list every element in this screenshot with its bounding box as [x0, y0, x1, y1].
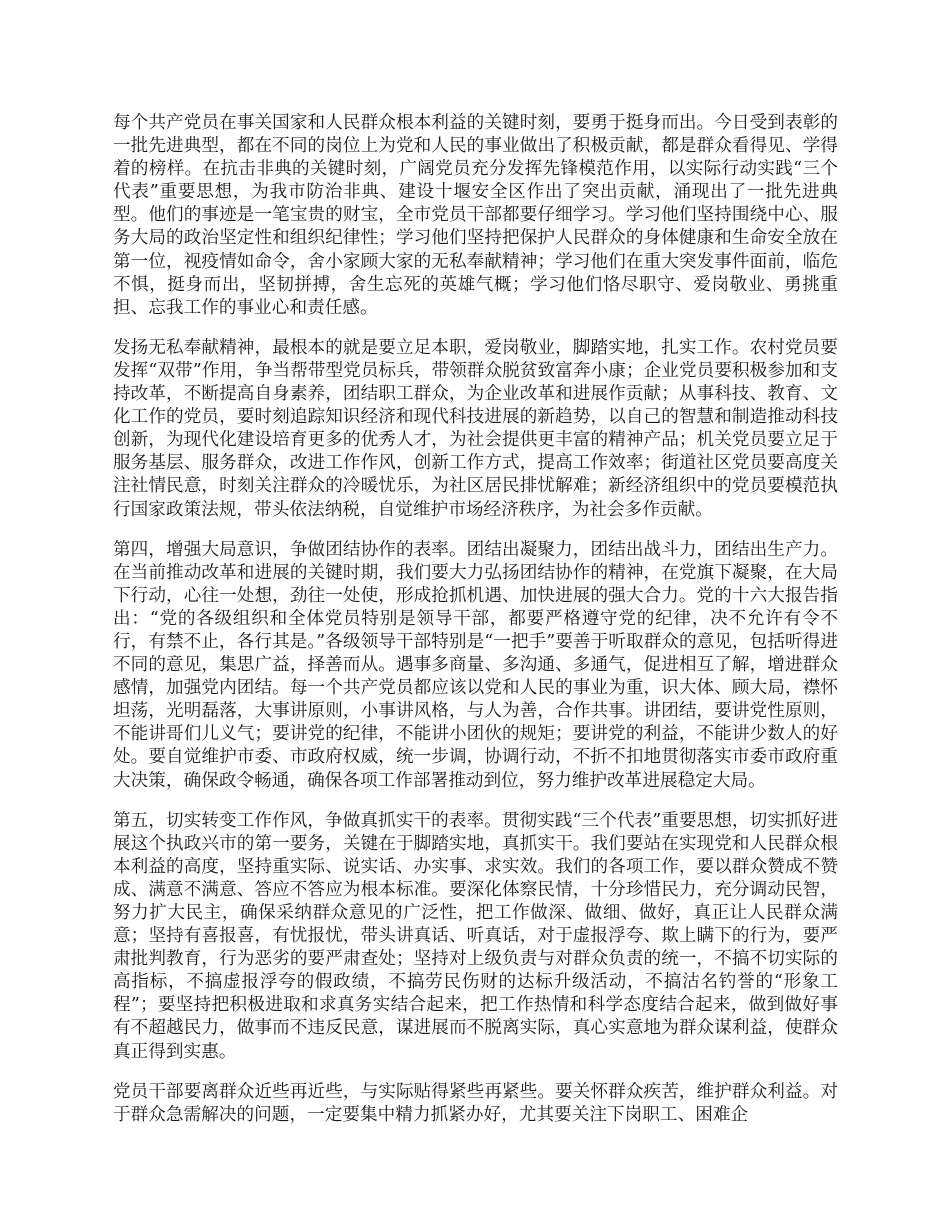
- paragraph-fourth-unity: 第四，增强大局意识，争做团结协作的表率。团结出凝聚力，团结出战斗力，团结出生产力。在当前推动改革和进展的关键时期，我们要大力弘扬团结协作的精神，在党旗下凝聚，在大局下行动，心往一处想，劲往一处使，形成抢抓机遇、加快进展的强大合力。党的十六大报告指出：“党的各级组织和全体党员特别是领导干部，都要严格遵守党的纪律，决不允许有令不行，有禁不止，各行其是。”各级领导干部特别是“一把手”要善于听取群众的意见，包括听得进不同的意见，集思广益，择善而从。遇事多商量、多沟通、多通气，促进相互了解，增进群众感情，加强党内团结。每一个共产党员都应该以党和人民的事业为重，识大体、顾大局，襟怀坦荡，光明磊落，大事讲原则，小事讲风格，与人为善，合作共事。讲团结，要讲党性原则，不能讲哥们儿义气；要讲党的纪律，不能讲小团伙的规矩；要讲党的利益，不能讲少数人的好处。要自觉维护市委、市政府权威，统一步调，协调行动，不折不扣地贯彻落实市委市政府重大决策，确保政令畅通，确保各项工作部署推动到位，努力维护改革进展稳定大局。: [113, 539, 838, 791]
- document-body: [113, 112, 838, 1144]
- paragraph-fifth-work-style: 第五，切实转变工作作风，争做真抓实干的表率。贯彻实践“三个代表”重要思想，切实抓好进展这个执政兴市的第一要务，关键在于脚踏实地，真抓实干。我们要站在实现党和人民群众根本利益的高度，坚持重实际、说实话、办实事、求实效。我们的各项工作，要以群众赞成不赞成、满意不满意、答应不答应为根本标准。要深化体察民情，十分珍惜民力，充分调动民智，努力扩大民主，确保采纳群众意见的广泛性，把工作做深、做细、做好，真正让人民群众满意；坚持有喜报喜，有忧报忧，带头讲真话、听真话，对于虚报浮夸、欺上瞒下的行为，要严肃批判教育，行为恶劣的要严肃查处；坚持对上级负责与对群众负责的统一，不搞不切实际的高指标，不搞虚报浮夸的假政绩，不搞劳民伤财的达标升级活动，不搞沽名钓誉的“形象工程”；要坚持把积极进取和求真务实结合起来，把工作热情和科学态度结合起来，做到做好事有不超越民力，做事而不违反民意，谋进展而不脱离实际，真心实意地为群众谋利益，使群众真正得到实惠。: [113, 810, 838, 1062]
- paragraph-close-to-masses: 党员干部要离群众近些再近些，与实际贴得紧些再紧些。要关怀群众疾苦，维护群众利益。对于群众急需解决的问题，一定要集中精力抓紧办好，尤其要关注下岗职工、困难企: [113, 1081, 838, 1125]
- paragraph-model-party-members: 每个共产党员在事关国家和人民群众根本利益的关键时刻，要勇于挺身而出。今日受到表彰的一批先进典型，都在不同的岗位上为党和人民的事业做出了积极贡献，都是群众看得见、学得着的榜样。在抗击非典的关键时刻，广阔党员充分发挥先锋模范作用，以实际行动实践“三个代表”重要思想，为我市防治非典、建设十堰安全区作出了突出贡献，涌现出了一批先进典型。他们的事迹是一笔宝贵的财宝，全市党员干部都要仔细学习。学习他们坚持围绕中心、服务大局的政治坚定性和组织纪律性；学习他们坚持把保护人民群众的身体健康和生命安全放在第一位，视疫情如命令，舍小家顾大家的无私奉献精神；学习他们在重大突发事件面前，临危不惧，挺身而出，坚韧拼搏，舍生忘死的英雄气概；学习他们恪尽职守、爱岗敬业、勇挑重担、忘我工作的事业心和责任感。: [113, 113, 838, 318]
- paragraph-selfless-dedication: 发扬无私奉献精神，最根本的就是要立足本职，爱岗敬业，脚踏实地，扎实工作。农村党员要发挥“双带”作用，争当帮带型党员标兵，带领群众脱贫致富奔小康；企业党员要积极参加和支持改革，不断提高自身素养，团结职工群众，为企业改革和进展作贡献；从事科技、教育、文化工作的党员，要时刻追踪知识经济和现代科技进展的新趋势，以自己的智慧和制造推动科技创新，为现代化建设培育更多的优秀人才，为社会提供更丰富的精神产品；机关党员要立足于服务基层、服务群众，改进工作作风，创新工作方式，提高工作效率；街道社区党员要高度关注社情民意，时刻关注群众的冷暖忧乐，为社区居民排忧解难；新经济组织中的党员要模范执行国家政策法规，带头依法纳税，自觉维护市场经济秩序，为社会多作贡献。: [113, 337, 838, 520]
